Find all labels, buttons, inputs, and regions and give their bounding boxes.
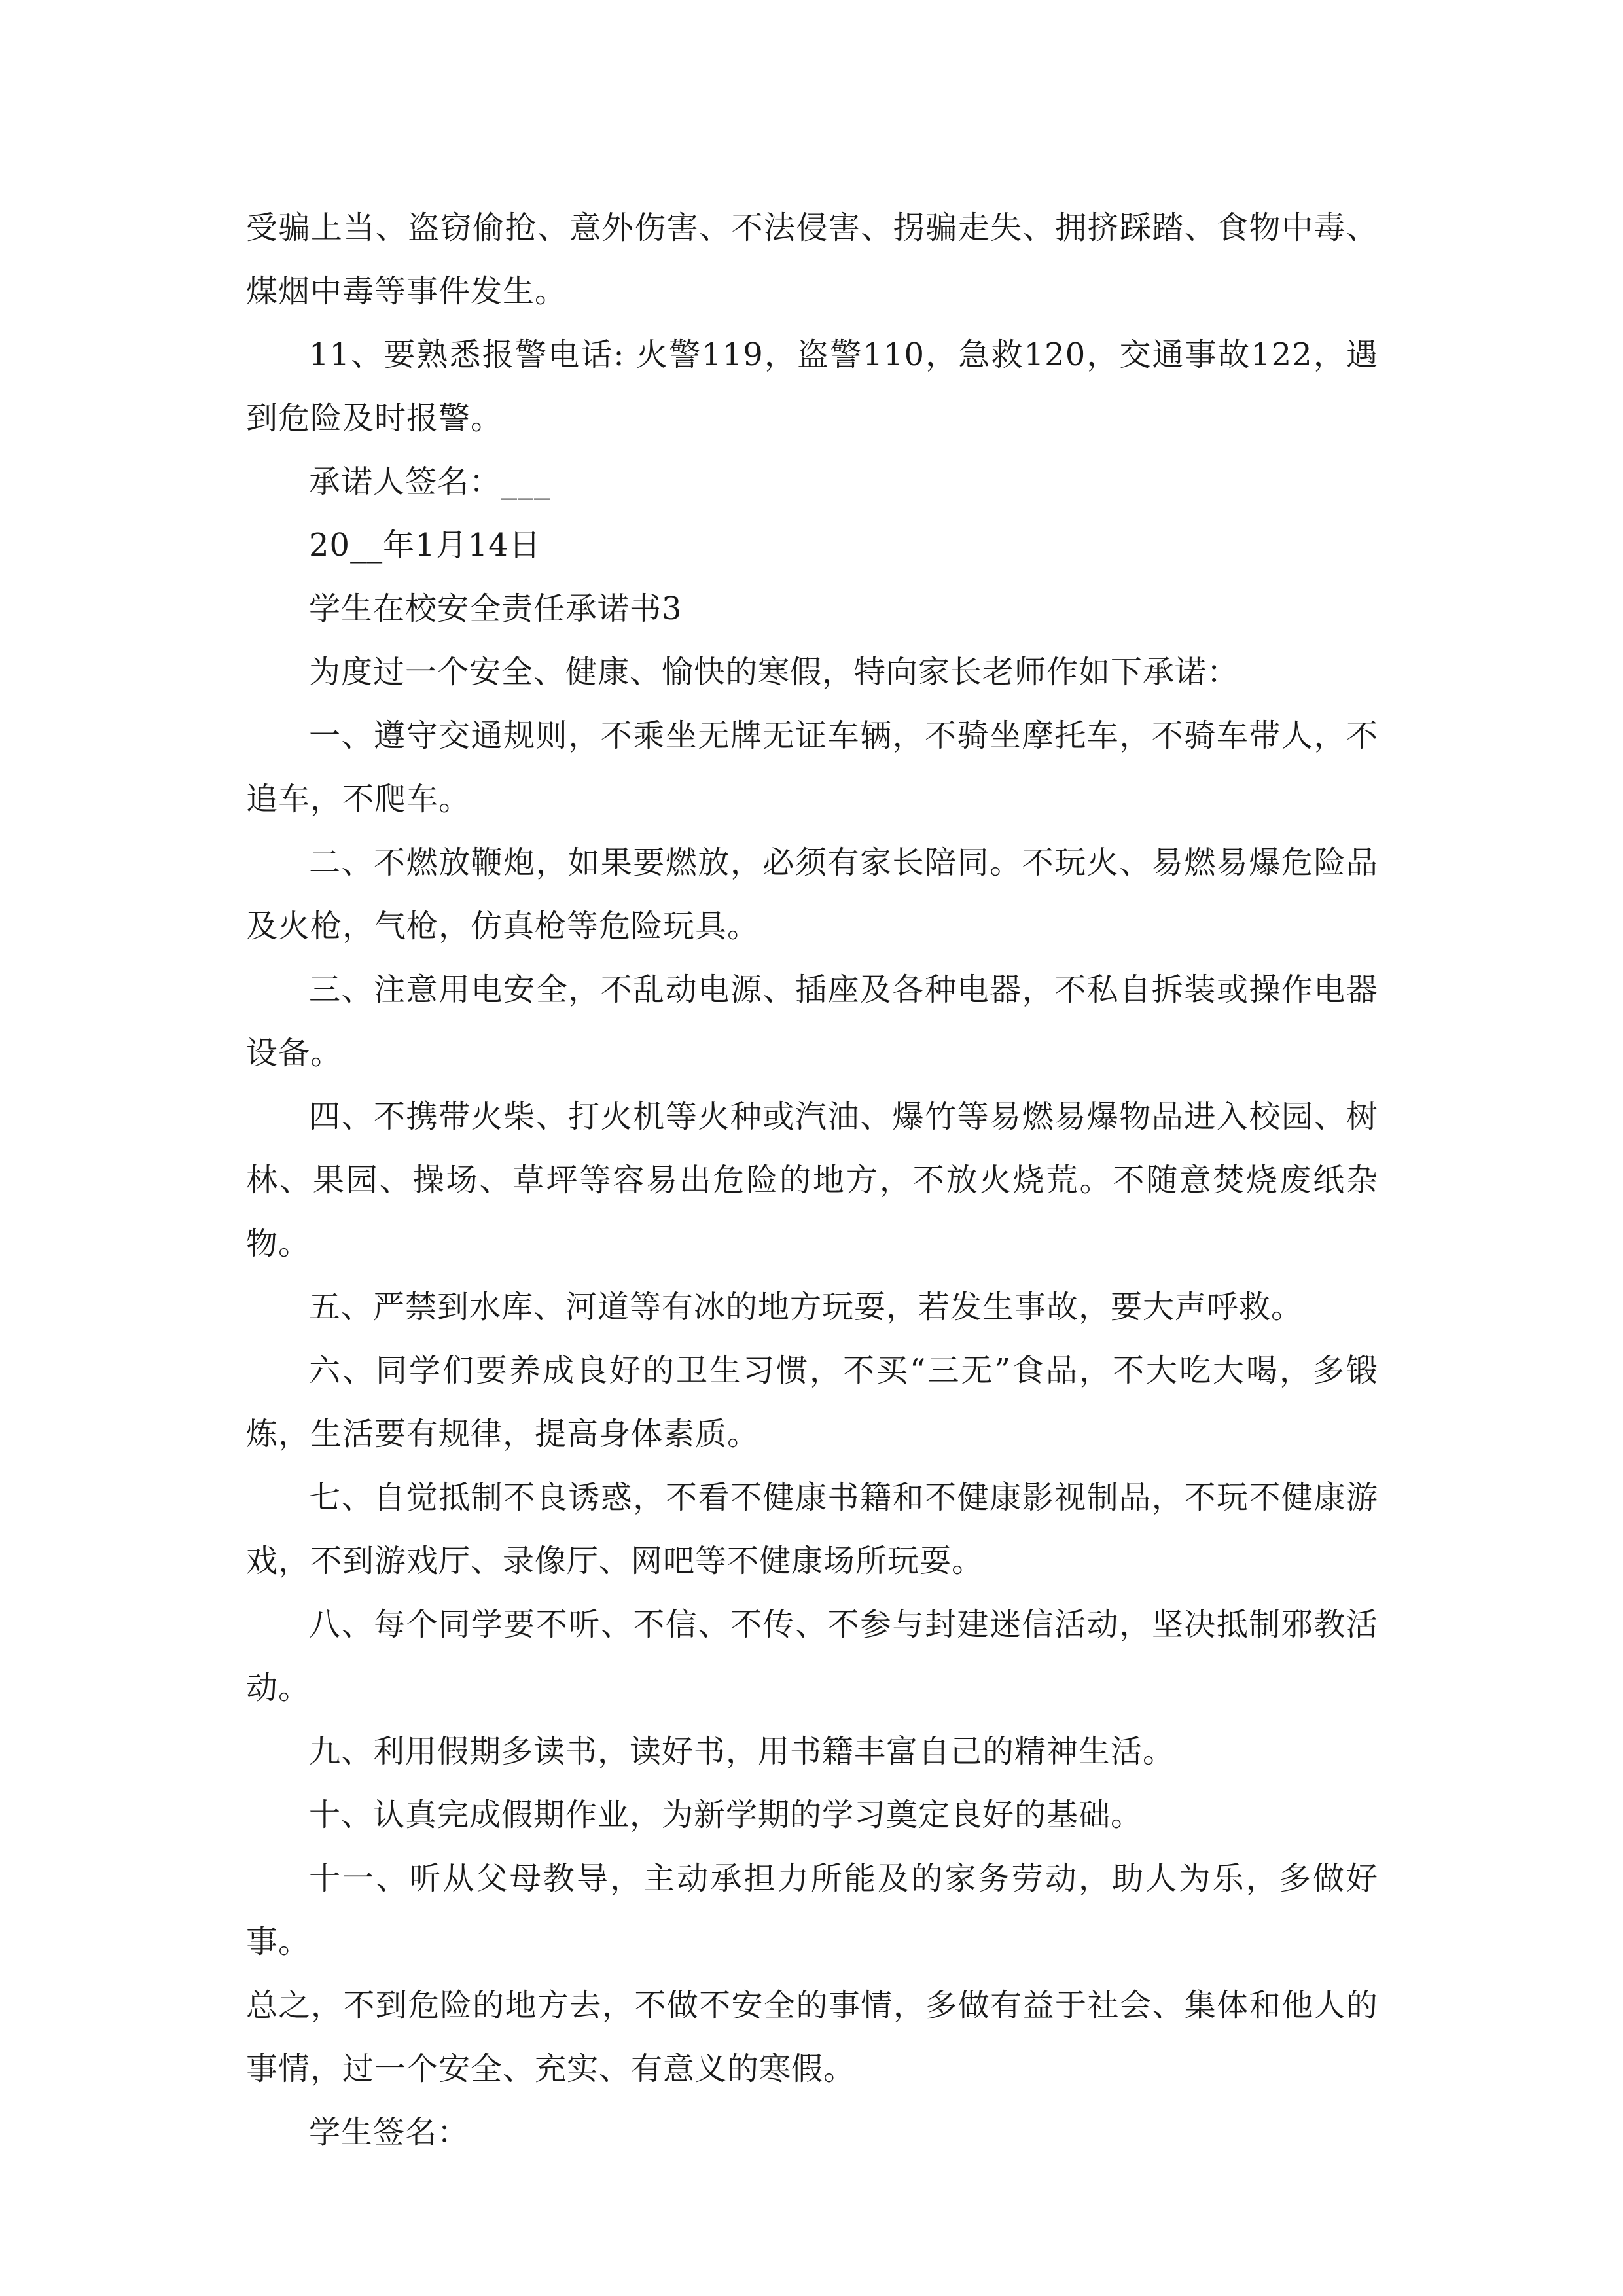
section-title: 学生在校安全责任承诺书3 [309, 590, 683, 627]
student-signature-line: 学生签名： [309, 2114, 470, 2151]
document-body [246, 196, 1378, 2164]
paragraph-item-9: 九、利用假期多读书，读好书，用书籍丰富自己的精神生活。 [309, 1733, 1175, 1770]
promisor-signature-line: 承诺人签名：___ [309, 463, 551, 500]
paragraph-conclusion: 总之，不到危险的地方去，不做不安全的事情，多做有益于社会、集体和他人的事情，过一个安全、充实、有意义的寒假。 [246, 1987, 1378, 2087]
date-line: 20__年1月14日 [309, 527, 541, 564]
paragraph-item-8: 八、每个同学要不听、不信、不传、不参与封建迷信活动，坚决抵制邪教活动。 [246, 1606, 1378, 1706]
paragraph-item-5: 五、严禁到水库、河道等有冰的地方玩耍，若发生事故，要大声呼救。 [309, 1289, 1304, 1325]
paragraph-intro: 为度过一个安全、健康、愉快的寒假，特向家长老师作如下承诺： [309, 654, 1240, 691]
paragraph-item-6: 六、同学们要养成良好的卫生习惯，不买“三无”食品，不大吃大喝，多锻炼，生活要有规律，提高身体素质。 [246, 1352, 1378, 1452]
paragraph-item-4: 四、不携带火柴、打火机等火种或汽油、爆竹等易燃易爆物品进入校园、树林、果园、操场、草坪等容易出危险的地方，不放火烧荒。不随意焚烧废纸杂物。 [246, 1098, 1378, 1262]
paragraph-item-1: 一、遵守交通规则，不乘坐无牌无证车辆，不骑坐摩托车，不骑车带人，不追车，不爬车。 [246, 717, 1378, 817]
paragraph-emergency-numbers: 11、要熟悉报警电话: 火警119，盗警110，急救120，交通事故122，遇到危险及时报警。 [246, 336, 1378, 437]
paragraph-item-10: 十、认真完成假期作业，为新学期的学习奠定良好的基础。 [309, 1797, 1143, 1833]
paragraph-item-7: 七、自觉抵制不良诱惑，不看不健康书籍和不健康影视制品，不玩不健康游戏，不到游戏厅、录像厅、网吧等不健康场所玩耍。 [246, 1479, 1378, 1579]
paragraph-continued-incidents: 受骗上当、盗窃偷抢、意外伤害、不法侵害、拐骗走失、拥挤踩踏、食物中毒、煤烟中毒等事件发生。 [246, 209, 1378, 310]
paragraph-item-11: 十一、听从父母教导，主动承担力所能及的家务劳动，助人为乐，多做好事。 [246, 1860, 1378, 1960]
paragraph-item-2: 二、不燃放鞭炮，如果要燃放，必须有家长陪同。不玩火、易燃易爆危险品及火枪，气枪，仿真枪等危险玩具。 [246, 844, 1378, 944]
paragraph-item-3: 三、注意用电安全，不乱动电源、插座及各种电器，不私自拆装或操作电器设备。 [246, 971, 1378, 1071]
